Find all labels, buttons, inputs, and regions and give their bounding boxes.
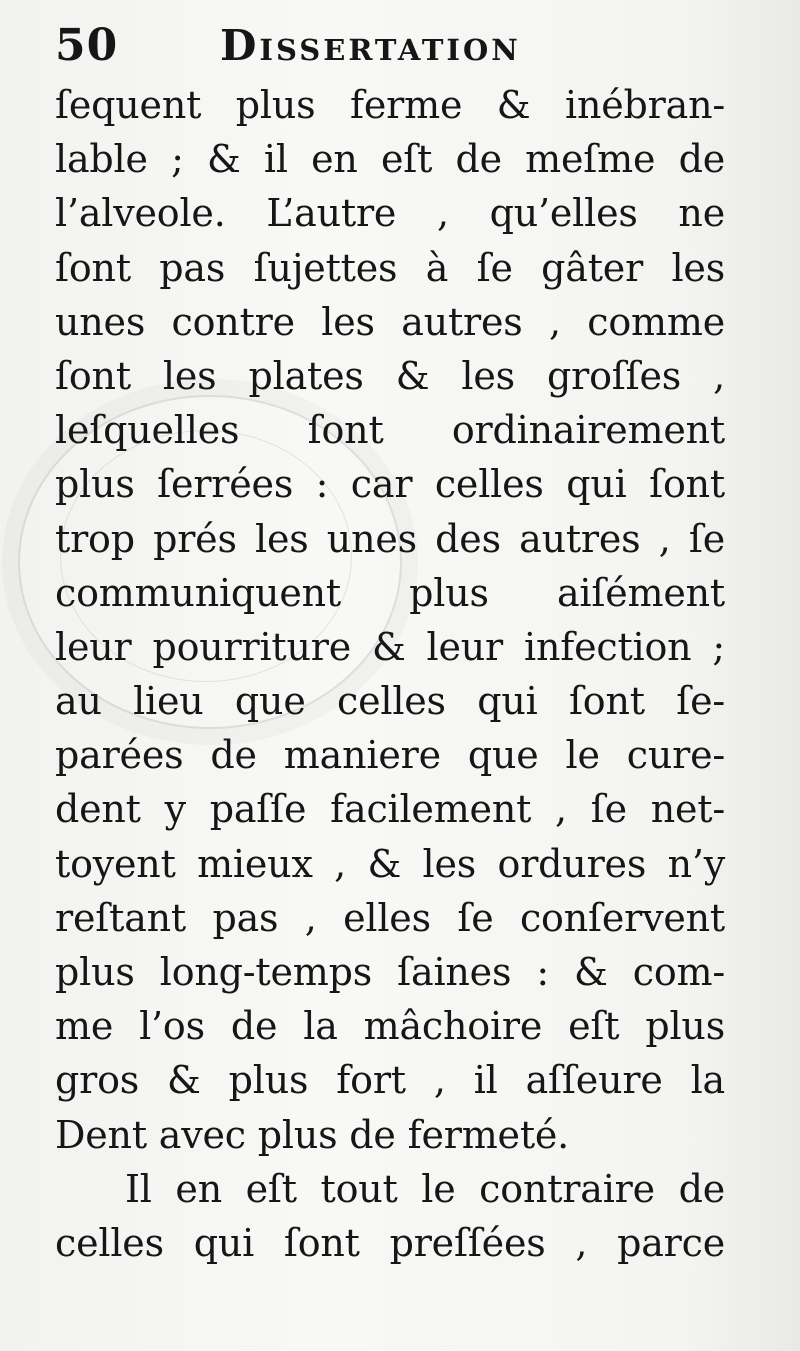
text-line: parées de maniere que le cure-: [55, 733, 725, 778]
text-line: ſont les plates & les groſſes ,: [55, 353, 725, 398]
running-title: Dissertation: [220, 21, 521, 70]
page-number: 50: [55, 20, 119, 71]
text-line: leſquelles ſont ordinairement: [55, 408, 725, 453]
text-line: au lieu que celles qui ſont ſe-: [55, 679, 725, 724]
text-line: lable ; & il en eſt de meſme de: [55, 137, 725, 182]
paragraph-end-line: Dent avec plus de fermeté.: [55, 1112, 570, 1157]
text-line: dent y paſſe facilement , ſe net-: [55, 787, 725, 832]
text-line: l’alveole. L’autre , qu’elles ne: [55, 191, 725, 236]
text-line: leur pourriture & leur infection ;: [55, 624, 725, 669]
paragraph-first-line: Il en eſt tout le contraire de: [125, 1166, 725, 1211]
text-line: communiquent plus aiſément: [55, 570, 725, 615]
text-line: trop prés les unes des autres , ſe: [55, 516, 725, 561]
text-line: plus long-temps ſaines : & com-: [55, 950, 725, 994]
text-line: unes contre les autres , comme: [55, 299, 725, 344]
body-text: [55, 78, 725, 1270]
text-line: me l’os de la mâchoire eſt plus: [55, 1004, 725, 1049]
text-line: reſtant pas , elles ſe conſervent: [55, 895, 725, 940]
text-line: celles qui ſont preſſées , parce: [55, 1220, 725, 1265]
running-header: [55, 16, 715, 76]
text-line: ſequent plus ferme & inébran-: [55, 83, 725, 127]
text-line: toyent mieux , & les ordures n’y: [55, 841, 725, 886]
text-line: gros & plus fort , il aſſeure la: [55, 1058, 725, 1103]
text-line: plus ſerrées : car celles qui ſont: [55, 462, 725, 507]
text-line: ſont pas ſujettes à ſe gâter les: [55, 245, 725, 290]
